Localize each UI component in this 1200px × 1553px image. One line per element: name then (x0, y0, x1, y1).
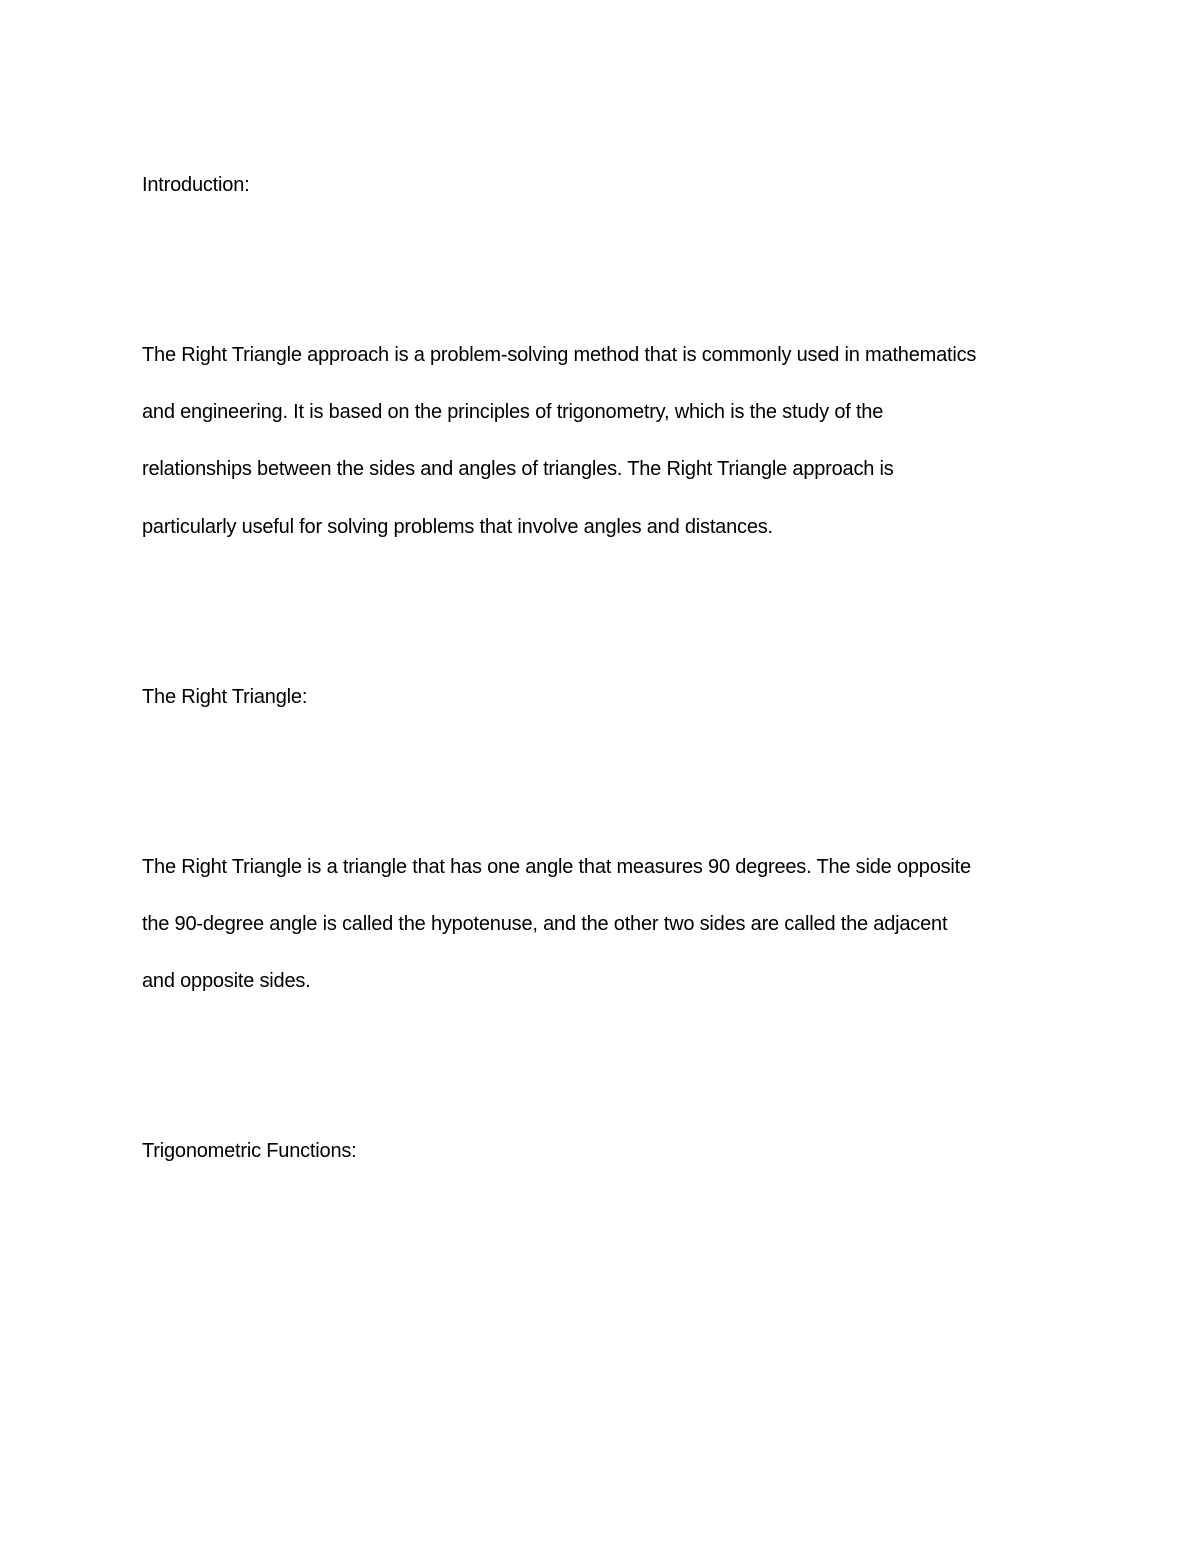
paragraph-line: particularly useful for solving problems that involve angles and distances. (142, 516, 773, 538)
paragraph-line: and engineering. It is based on the principles of trigonometry, which is the study of the (142, 401, 884, 423)
paragraph-line: relationships between the sides and angles of triangles. The Right Triangle approach is (142, 458, 894, 480)
section-heading-right-triangle: The Right Triangle: (142, 686, 308, 708)
paragraph-line: the 90-degree angle is called the hypotenuse, and the other two sides are called the adjacent (142, 913, 948, 935)
paragraph-line: The Right Triangle is a triangle that has one angle that measures 90 degrees. The side opposite (142, 856, 971, 878)
paragraph-line: and opposite sides. (142, 970, 311, 992)
section-heading-trigonometric-functions: Trigonometric Functions: (142, 1140, 357, 1162)
section-heading-introduction: Introduction: (142, 174, 250, 196)
paragraph-line: The Right Triangle approach is a problem-solving method that is commonly used in mathematics (142, 344, 977, 366)
